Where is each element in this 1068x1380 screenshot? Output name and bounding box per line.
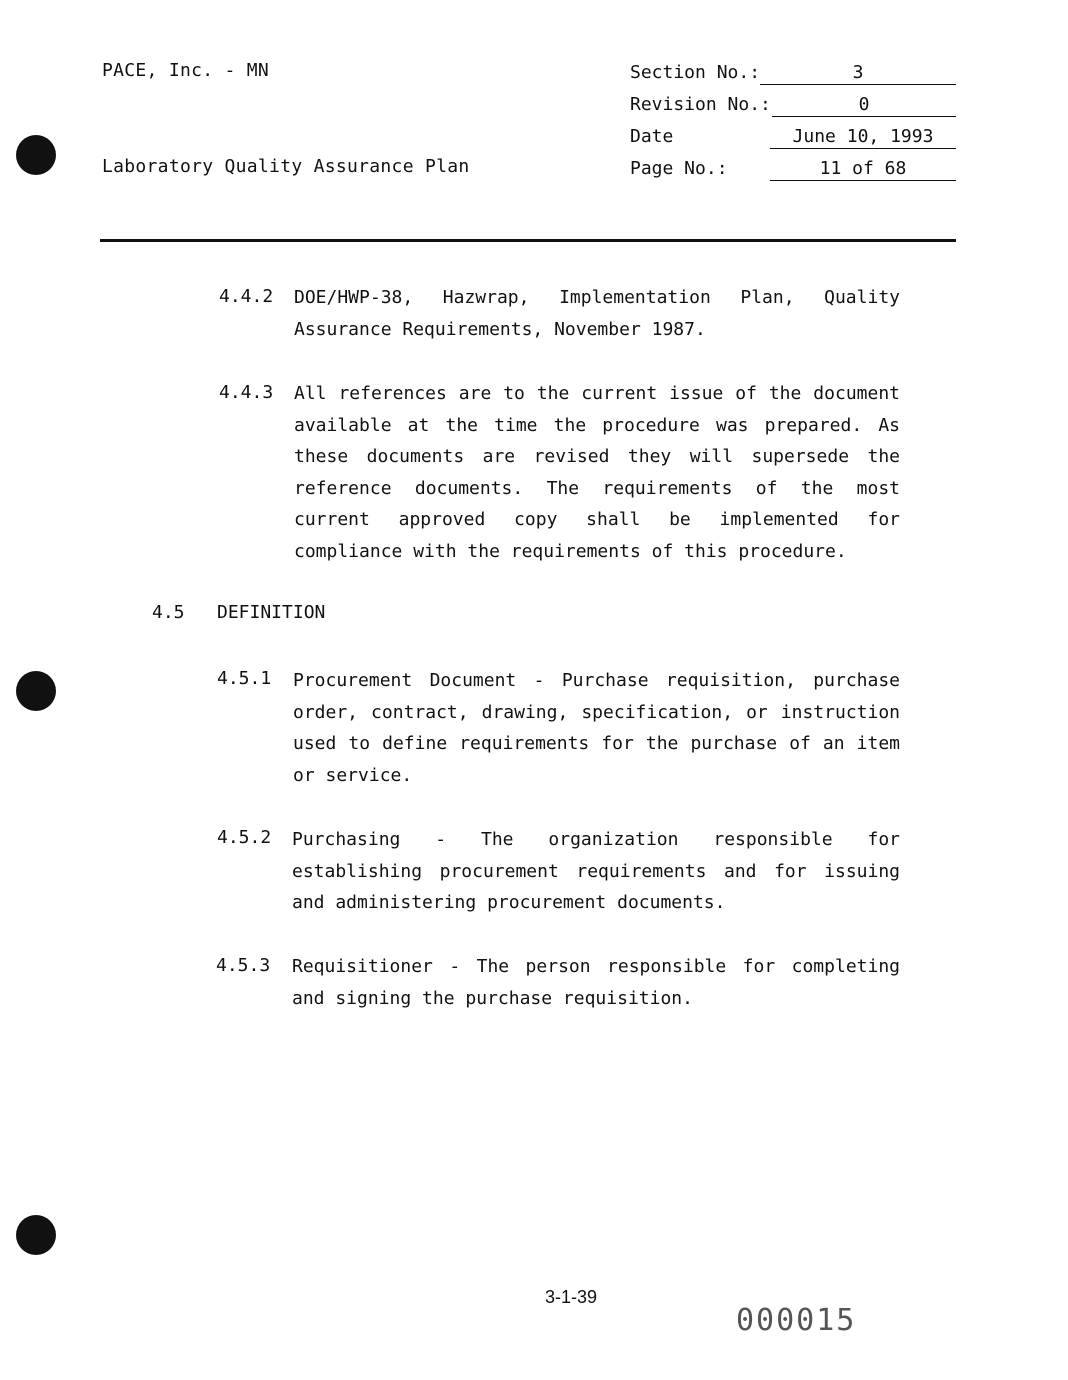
- binder-hole-top: [16, 135, 56, 175]
- section-text: All references are to the current issue of the document available at the time the procedure was prepared. As these documents are revised they will supersede the reference documents. The requirements of the most current approved copy shall be implemented for compliance with the requirements of this procedure.: [294, 383, 900, 562]
- revision-no-label: Revision No.:: [630, 94, 771, 115]
- section-number: 4.4.3: [219, 382, 274, 403]
- section-no-value: 3: [760, 62, 956, 85]
- section-number: 4.5: [152, 602, 185, 623]
- page-code: 3-1-39: [545, 1287, 598, 1307]
- section-text: Purchasing - The organization responsible for establishing procurement requirements and for issuing and administering procurement documents.: [292, 829, 900, 913]
- section-number: 4.5.2: [217, 827, 272, 848]
- section-no-label: Section No.:: [630, 62, 761, 83]
- section-number: 4.5.3: [216, 955, 271, 976]
- section-number: 4.5.1: [217, 668, 272, 689]
- page-no-value: 11 of 68: [770, 158, 956, 181]
- section-text: Procurement Document - Purchase requisition, purchase order, contract, drawing, specification, or instruction used to define requirements for the purchase of an item or service.: [293, 670, 900, 786]
- date-value: June 10, 1993: [770, 126, 956, 149]
- date-label: Date: [630, 126, 674, 147]
- revision-no-value: 0: [772, 94, 956, 117]
- section-text: DOE/HWP-38, Hazwrap, Implementation Plan, Quality Assurance Requirements, November 1987.: [294, 287, 900, 340]
- header-rule: [100, 239, 956, 242]
- plan-title: Laboratory Quality Assurance Plan: [102, 156, 470, 177]
- bates-stamp: 000015: [736, 1303, 857, 1338]
- binder-hole-bottom: [16, 1215, 56, 1255]
- company-name: PACE, Inc. - MN: [102, 60, 270, 81]
- section-number: 4.4.2: [219, 286, 274, 307]
- page-no-label: Page No.:: [630, 158, 728, 179]
- section-text: Requisitioner - The person responsible for completing and signing the purchase requisition.: [292, 956, 900, 1009]
- binder-hole-middle: [16, 671, 56, 711]
- section-heading: DEFINITION: [217, 602, 326, 623]
